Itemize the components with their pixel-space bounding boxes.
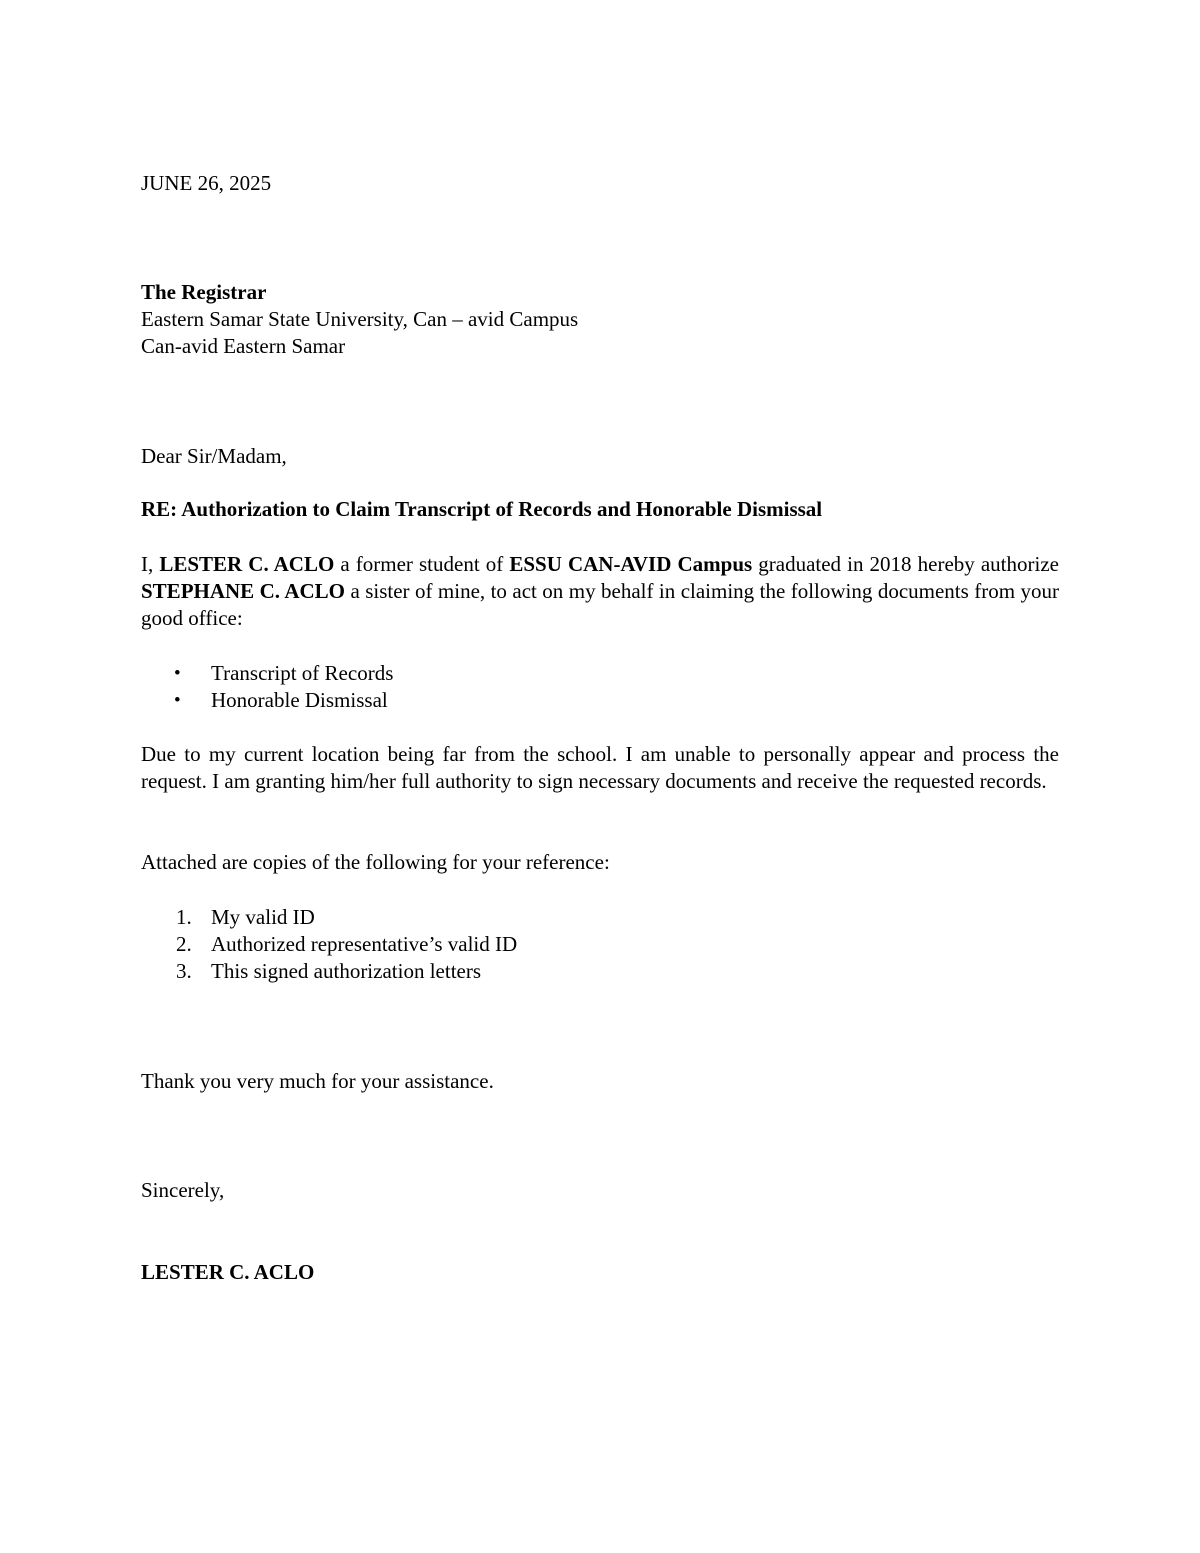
list-item	[141, 687, 393, 714]
list-item-text: My valid ID	[211, 905, 315, 929]
closing: Sincerely,	[141, 1178, 225, 1202]
list-number: 2.	[176, 932, 192, 956]
list-item	[141, 958, 517, 985]
reason-paragraph: Due to my current location being far from the school. I am unable to personally appear and process the request. I am granting him/her full authority to sign necessary documents and receive the requested records.	[141, 742, 1059, 793]
recipient-address-line2: Can-avid Eastern Samar	[141, 334, 346, 358]
bullet-icon: •	[174, 663, 181, 684]
subject-line: RE: Authorization to Claim Transcript of Records and Honorable Dismissal	[141, 497, 823, 521]
author-name: LESTER C. ACLO	[159, 552, 335, 576]
letter-date: JUNE 26, 2025	[141, 171, 272, 195]
list-number: 3.	[176, 959, 192, 983]
attachments-list	[141, 904, 517, 985]
salutation: Dear Sir/Madam,	[141, 444, 287, 468]
signature-name: LESTER C. ACLO	[141, 1260, 315, 1284]
representative-name: STEPHANE C. ACLO	[141, 579, 346, 603]
list-number: 1.	[176, 905, 192, 929]
school-name: ESSU CAN-AVID Campus	[509, 552, 753, 576]
body-text: I,	[141, 552, 160, 576]
thank-you-line: Thank you very much for your assistance.	[141, 1069, 494, 1093]
bullet-icon: •	[174, 690, 181, 711]
recipient-address-line1: Eastern Samar State University, Can – avid Campus	[141, 307, 579, 331]
list-item-text: Transcript of Records	[211, 661, 394, 685]
recipient-title: The Registrar	[141, 280, 267, 304]
body-text: a former student of	[334, 552, 510, 576]
body-text: a sister of mine, to act on my behalf in claiming the following documents from your good office:	[141, 579, 1059, 630]
list-item-text: This signed authorization letters	[211, 959, 482, 983]
list-item-text: Honorable Dismissal	[211, 688, 388, 712]
body-text: graduated in 2018 hereby authorize	[752, 552, 1059, 576]
documents-list	[141, 660, 393, 714]
list-item	[141, 931, 517, 958]
attachments-intro: Attached are copies of the following for your reference:	[141, 850, 610, 874]
list-item	[141, 660, 393, 687]
authorization-paragraph	[141, 551, 1059, 632]
list-item-text: Authorized representative’s valid ID	[211, 932, 518, 956]
list-item	[141, 904, 517, 931]
